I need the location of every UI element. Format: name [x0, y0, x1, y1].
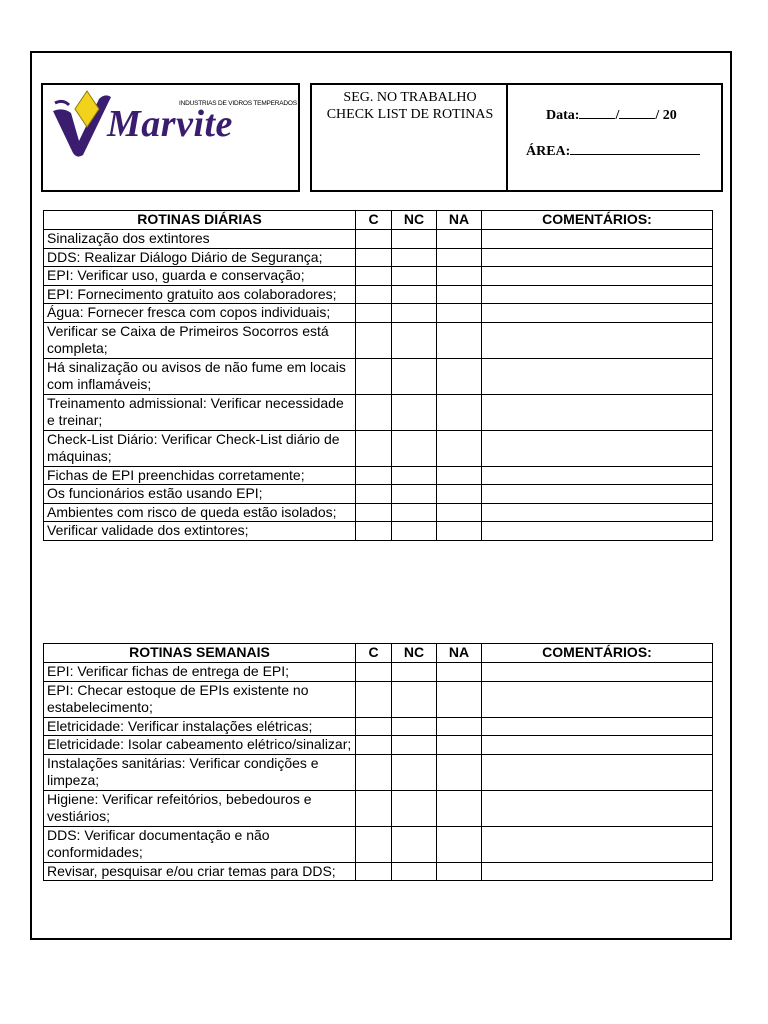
col-na-header: NA [437, 211, 482, 230]
routine-item: EPI: Verificar uso, guarda e conservação; [44, 267, 356, 286]
routine-item: Fichas de EPI preenchidas corretamente; [44, 466, 356, 485]
check-c-cell[interactable] [356, 754, 392, 790]
check-na-cell[interactable] [437, 826, 482, 862]
table-row [44, 267, 713, 286]
check-c-cell[interactable] [356, 717, 392, 736]
table-row [44, 248, 713, 267]
check-nc-cell[interactable] [392, 267, 437, 286]
company-name: Marvite [107, 103, 233, 145]
comment-cell[interactable] [482, 466, 713, 485]
comment-cell[interactable] [482, 754, 713, 790]
check-nc-cell[interactable] [392, 862, 437, 881]
check-na-cell[interactable] [437, 754, 482, 790]
table-row [44, 663, 713, 682]
col-c-header: C [356, 211, 392, 230]
table-row [44, 285, 713, 304]
check-c-cell[interactable] [356, 485, 392, 504]
col-comments-header: COMENTÁRIOS: [482, 644, 713, 663]
table-row [44, 522, 713, 541]
check-nc-cell[interactable] [392, 681, 437, 717]
comment-cell[interactable] [482, 826, 713, 862]
area-field[interactable] [526, 142, 700, 160]
table-row [44, 681, 713, 717]
check-na-cell[interactable] [437, 663, 482, 682]
table-row [44, 826, 713, 862]
check-nc-cell[interactable] [392, 394, 437, 430]
table-row [44, 790, 713, 826]
routine-item: Eletricidade: Isolar cabeamento elétrico/sinalizar; [44, 736, 356, 755]
comment-cell[interactable] [482, 394, 713, 430]
check-na-cell[interactable] [437, 430, 482, 466]
date-day-blank[interactable] [579, 106, 615, 119]
comment-cell[interactable] [482, 485, 713, 504]
comment-cell[interactable] [482, 681, 713, 717]
table-row [44, 430, 713, 466]
routine-item: Verificar validade dos extintores; [44, 522, 356, 541]
col-comments-header: COMENTÁRIOS: [482, 211, 713, 230]
date-sep-1: / [615, 108, 620, 123]
routine-item: DDS: Verificar documentação e não conformidades; [44, 826, 356, 862]
table-row [44, 304, 713, 323]
check-c-cell[interactable] [356, 466, 392, 485]
check-na-cell[interactable] [437, 230, 482, 249]
check-c-cell[interactable] [356, 503, 392, 522]
company-logo [41, 83, 300, 192]
check-nc-cell[interactable] [392, 358, 437, 394]
weekly-title: ROTINAS SEMANAIS [44, 644, 356, 663]
table-row [44, 466, 713, 485]
comment-cell[interactable] [482, 358, 713, 394]
check-na-cell[interactable] [437, 503, 482, 522]
document-title [316, 89, 504, 123]
check-na-cell[interactable] [437, 248, 482, 267]
comment-cell[interactable] [482, 663, 713, 682]
table-row [44, 394, 713, 430]
check-c-cell[interactable] [356, 862, 392, 881]
check-c-cell[interactable] [356, 430, 392, 466]
check-nc-cell[interactable] [392, 248, 437, 267]
table-row [44, 230, 713, 249]
date-label: Data: [546, 108, 580, 123]
routine-item: Instalações sanitárias: Verificar condições e limpeza; [44, 754, 356, 790]
weekly-header-row [44, 644, 713, 663]
check-c-cell[interactable] [356, 681, 392, 717]
title-line-2: CHECK LIST DE ROTINAS [326, 107, 494, 122]
check-nc-cell[interactable] [392, 754, 437, 790]
table-row [44, 503, 713, 522]
check-nc-cell[interactable] [392, 663, 437, 682]
check-c-cell[interactable] [356, 826, 392, 862]
comment-cell[interactable] [482, 522, 713, 541]
col-nc-header: NC [392, 644, 437, 663]
table-row [44, 862, 713, 881]
comment-cell[interactable] [482, 790, 713, 826]
check-na-cell[interactable] [437, 322, 482, 358]
check-c-cell[interactable] [356, 267, 392, 286]
table-row [44, 754, 713, 790]
comment-cell[interactable] [482, 322, 713, 358]
comment-cell[interactable] [482, 430, 713, 466]
weekly-body [44, 663, 713, 881]
check-nc-cell[interactable] [392, 736, 437, 755]
check-na-cell[interactable] [437, 267, 482, 286]
check-nc-cell[interactable] [392, 466, 437, 485]
check-nc-cell[interactable] [392, 503, 437, 522]
check-na-cell[interactable] [437, 522, 482, 541]
check-nc-cell[interactable] [392, 322, 437, 358]
routine-item: Os funcionários estão usando EPI; [44, 485, 356, 504]
check-nc-cell[interactable] [392, 430, 437, 466]
date-sep-2: / 20 [655, 108, 677, 123]
date-month-blank[interactable] [619, 106, 655, 119]
table-row [44, 358, 713, 394]
col-na-header: NA [437, 644, 482, 663]
table-row [44, 717, 713, 736]
check-nc-cell[interactable] [392, 485, 437, 504]
date-field[interactable] [546, 106, 677, 124]
comment-cell[interactable] [482, 503, 713, 522]
check-na-cell[interactable] [437, 285, 482, 304]
check-c-cell[interactable] [356, 394, 392, 430]
daily-header-row [44, 211, 713, 230]
check-na-cell[interactable] [437, 736, 482, 755]
routine-item: Verificar se Caixa de Primeiros Socorros está completa; [44, 322, 356, 358]
check-c-cell[interactable] [356, 736, 392, 755]
daily-body [44, 230, 713, 541]
check-nc-cell[interactable] [392, 230, 437, 249]
routine-item: Sinalização dos extintores [44, 230, 356, 249]
comment-cell[interactable] [482, 304, 713, 323]
check-na-cell[interactable] [437, 862, 482, 881]
weekly-routines-table [43, 643, 713, 881]
routine-item: EPI: Fornecimento gratuito aos colaboradores; [44, 285, 356, 304]
routine-item: EPI: Checar estoque de EPIs existente no estabelecimento; [44, 681, 356, 717]
check-nc-cell[interactable] [392, 285, 437, 304]
routine-item: DDS: Realizar Diálogo Diário de Segurança; [44, 248, 356, 267]
title-line-1: SEG. NO TRABALHO [343, 90, 477, 105]
table-row [44, 736, 713, 755]
check-c-cell[interactable] [356, 248, 392, 267]
document-header [310, 83, 723, 192]
comment-cell[interactable] [482, 736, 713, 755]
check-c-cell[interactable] [356, 663, 392, 682]
routine-item: Ambientes com risco de queda estão isolados; [44, 503, 356, 522]
comment-cell[interactable] [482, 285, 713, 304]
comment-cell[interactable] [482, 862, 713, 881]
check-c-cell[interactable] [356, 322, 392, 358]
header-divider [506, 85, 508, 190]
company-tagline: INDUSTRIAS DE VIDROS TEMPERADOS [179, 100, 297, 107]
check-c-cell[interactable] [356, 790, 392, 826]
check-c-cell[interactable] [356, 285, 392, 304]
col-nc-header: NC [392, 211, 437, 230]
check-na-cell[interactable] [437, 394, 482, 430]
check-na-cell[interactable] [437, 717, 482, 736]
routine-item: Higiene: Verificar refeitórios, bebedouros e vestiários; [44, 790, 356, 826]
check-na-cell[interactable] [437, 681, 482, 717]
area-blank[interactable] [570, 142, 700, 155]
check-nc-cell[interactable] [392, 717, 437, 736]
table-row [44, 322, 713, 358]
check-na-cell[interactable] [437, 485, 482, 504]
routine-item: EPI: Verificar fichas de entrega de EPI; [44, 663, 356, 682]
check-na-cell[interactable] [437, 358, 482, 394]
col-c-header: C [356, 644, 392, 663]
daily-routines-table [43, 210, 713, 541]
check-nc-cell[interactable] [392, 522, 437, 541]
comment-cell[interactable] [482, 248, 713, 267]
check-na-cell[interactable] [437, 466, 482, 485]
comment-cell[interactable] [482, 230, 713, 249]
routine-item: Água: Fornecer fresca com copos individuais; [44, 304, 356, 323]
routine-item: Treinamento admissional: Verificar necessidade e treinar; [44, 394, 356, 430]
check-c-cell[interactable] [356, 522, 392, 541]
check-c-cell[interactable] [356, 304, 392, 323]
check-c-cell[interactable] [356, 358, 392, 394]
check-nc-cell[interactable] [392, 790, 437, 826]
table-row [44, 485, 713, 504]
check-na-cell[interactable] [437, 790, 482, 826]
daily-title: ROTINAS DIÁRIAS [44, 211, 356, 230]
check-nc-cell[interactable] [392, 304, 437, 323]
check-nc-cell[interactable] [392, 826, 437, 862]
area-label: ÁREA: [526, 144, 571, 159]
check-c-cell[interactable] [356, 230, 392, 249]
marvite-emblem-icon [49, 89, 113, 159]
comment-cell[interactable] [482, 717, 713, 736]
check-na-cell[interactable] [437, 304, 482, 323]
comment-cell[interactable] [482, 267, 713, 286]
routine-item: Há sinalização ou avisos de não fume em locais com inflamáveis; [44, 358, 356, 394]
routine-item: Revisar, pesquisar e/ou criar temas para DDS; [44, 862, 356, 881]
routine-item: Eletricidade: Verificar instalações elétricas; [44, 717, 356, 736]
routine-item: Check-List Diário: Verificar Check-List diário de máquinas; [44, 430, 356, 466]
